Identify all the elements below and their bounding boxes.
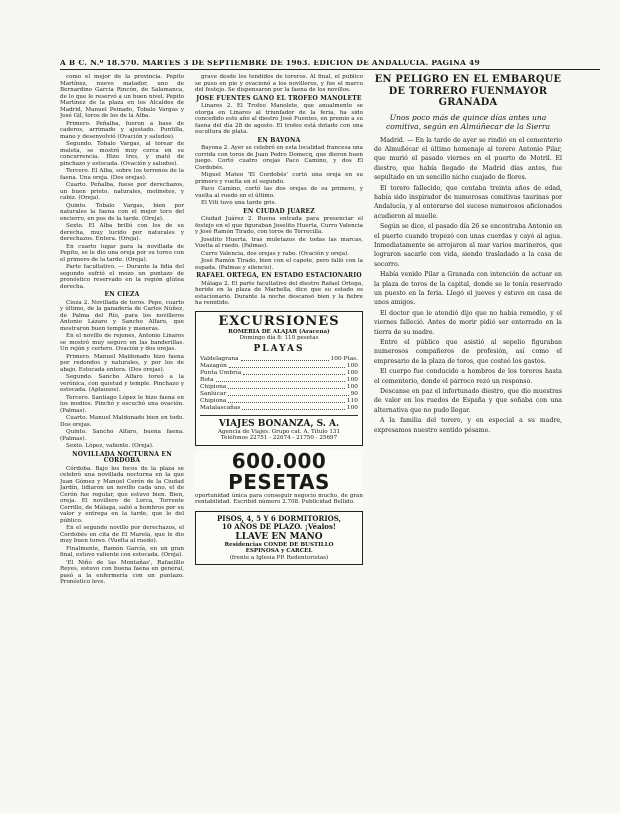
section-heading: EN BAYONA	[257, 136, 301, 144]
section-heading: EN CIEZA	[104, 291, 140, 298]
article-paragraph: Quinto. Sancho Alfaro, buena faena. (Palmas).	[60, 429, 184, 442]
column-left	[60, 74, 184, 809]
ad-line: ROMERIA DE ALAJAR (Aracena)	[228, 328, 330, 335]
article-paragraph: Linares 2. El Trofeo Manolete, que anualmente se otorga en Linares al triunfador de la feria, ha sido concedido este año al diestro José Fuentes, en premio a su faena del día 28 de agosto. El trofeo está dotado con una escultura de plata.	[195, 103, 363, 135]
place-price: 100	[346, 369, 358, 376]
price-row	[200, 405, 358, 412]
article-paragraph: Había venido Pilar a Granada con intención de actuar en la plaza de toros de la capital, donde se le tenía reservado un puesto en la feria. Llegó el jueves y estuvo en casa de unos amigos.	[374, 271, 562, 307]
place-name: Chipiona	[200, 397, 227, 404]
price-row	[200, 384, 358, 391]
column-right	[374, 74, 562, 809]
agency-address: Agencia de Viajes. Grupo cat. A. Título 131	[217, 428, 341, 435]
section-heading: NOVILLADA NOCTURNA EN CORDOBA	[72, 450, 172, 464]
article-paragraph: El Viti tuvo una tarde gris.	[201, 200, 277, 206]
article-paragraph: Sexto. López, valiente. (Oreja).	[66, 443, 154, 449]
article-paragraph: El torero fallecido, que contaba treinta años de edad, había sido inspirador de numerosas comitivas taurinas por Andalucía, y al enterarse del suceso numerosos aficionados acudieron al muelle.	[374, 184, 562, 220]
flats-ad	[195, 511, 363, 566]
agency-name: VIAJES BONANZA, S. A.	[218, 418, 340, 429]
ad-line: Domingo día 8: 110 pesetas	[239, 335, 319, 341]
section-heading: RAFAEL ORTEGA, EN ESTADO ESTACIONARIO	[196, 272, 362, 279]
ad-line: 10 AÑOS DE PLAZO. ¡Véalos!	[222, 522, 336, 531]
article-headline: EN PELIGRO EN EL EMBARQUE DE TORRERO FUENMAYOR GRANADA	[374, 74, 562, 108]
page-header: A B C. N.º 18.570. MARTES 3 DE SEPTIEMBRE DE 1963. EDICION DE ANDALUCIA. PAGINA 49	[60, 60, 600, 70]
article-paragraph: Málaga 2. El parte facultativo del diestro Rafael Ortega, herido en la plaza de Marbella, dice que su estado es estacionario. Durante la noche descansó bien y la fiebre ha remitido.	[195, 280, 363, 306]
pesetas-ad	[195, 450, 363, 507]
price-row	[200, 356, 358, 363]
ad-text: oportunidad única para conseguir negocio mucho, de gran rentabilidad. Escribid número 2.708. Publicidad Bellido.	[195, 492, 363, 505]
place-name: Rota	[200, 376, 214, 383]
place-name: Valdelagrana	[200, 355, 239, 362]
article-paragraph: Joselito Huerta, tras muletazos de todas las marcas, Vuelta al ruedo. (Palmas).	[195, 236, 363, 249]
place-price: 100 Ptas.	[330, 355, 358, 362]
ad-line: LLAVE EN MANO	[235, 531, 323, 542]
article-paragraph: Sexto. El Alba brilló con los de su derecha, muy lucido por naturales y derechazos. Entera. (Oreja).	[60, 223, 184, 242]
agency-phones: Teléfonos 22751 - 22674 - 21750 - 25697	[220, 435, 338, 441]
article-paragraph: Descanse en paz el infortunado diestro, que dio muestras de valor en los ruedos de España y que soñaba con una alternativa que no pudo llegar.	[374, 388, 562, 414]
article-paragraph: Bayona 2. Ayer se celebró en esta localidad francesa una corrida con toros de Juan Pedro Domecq, que dieron buen juego. Cortó cuatro orejas Paco Camino, y dos El Cordobés.	[195, 145, 363, 171]
ad-amount: 600.000 PESETAS	[228, 448, 330, 494]
article-paragraph: En el novillo de rejones, Antonio Linares se mostró muy seguro en las banderillas. Un rejón y certero. Ovación y dos orejas.	[60, 333, 184, 352]
article-paragraph: Cieza 2. Novillada de toros. Pepe, cuarto y último, de la ganadería de Carlos Núñez, de Palma del Río, para los novilleros Antonio Lázaro y Sancho Alfaro, que mostraron buen temple y maneras.	[60, 299, 184, 332]
article-paragraph: Segundo. Sancho Alfaro toreó a la verónica, con quietud y temple. Pinchazo y estocada. (Aplausos).	[60, 374, 184, 393]
place-name: Mazagón	[200, 362, 227, 369]
place-name: Sanlúcar	[200, 390, 227, 397]
article-paragraph: 'El Niño de las Montañas', Rafaelillo Reyes, estuvo con buena faena en general, pasó a la enfermería con un puntazo. Pronóstico leve.	[60, 559, 184, 585]
article-paragraph: José Ramón Tirado, bien con el capote, pero falló con la espada. (Palmas y silencio).	[195, 258, 363, 271]
place-name: Chipiona	[200, 383, 227, 390]
ad-line: Residencias CONDE DE BUSTILLO	[224, 541, 334, 548]
place-name: Punta Umbría	[200, 369, 242, 376]
article-paragraph: Según se dice, el pasado día 26 se encontraba Antonio en el puerto cuando tropezó con unas cuerdas y cayó al agua. Inmediatamente se arrojaron al mar varios marineros, que lograron sacarle con vida, siendo trasladado a la casa de socorro.	[374, 223, 562, 268]
article-paragraph: Parte facultativo. — Durante la lidia del segundo sufrió el mozo un puntazo de pronóstico reservado en la región glútea derecha.	[60, 264, 184, 290]
place-price: 90	[350, 390, 358, 397]
ad-line: ESPINOSA y CARCEL	[245, 548, 313, 554]
column-middle	[195, 74, 363, 809]
article-paragraph: Quinto. Tobalo Vargas, bien por naturales la faena con el mejor toro del encierro, en pos de la tarde. (Oreja).	[60, 202, 184, 222]
place-price: 100	[346, 404, 358, 411]
article-deck: Unos poco más de quince días antes una comitiva, según en Almúñecar de la Sierra	[385, 112, 551, 131]
article-paragraph: Ciudad Juárez 2. Buena entrada para presenciar el festejo en el que figuraban Joselito Huerta, Curro Valencia y José Ramón Tirado, con toros de Torrecilla.	[195, 216, 363, 235]
article-paragraph: Tercero. El Alba, sobre los terrenos de la faena. Una oreja. (Dos orejas).	[60, 168, 184, 181]
article-paragraph: Entre el público que asistió al sepelio figuraban numerosos compañeros de profesión, así como el empresario de la plaza de toros, que costeó los gastos.	[374, 339, 562, 365]
article-paragraph: Madrid. — En la tarde de ayer se rindió en el cementerio de Almuñécar el último homenaje al torero Antonio Pilar, que murió el pasado viernes en el puerto de Motril. El diestro, que había llegado de Madrid días antes, fue sepultado en un sencillo nicho cuajado de flores.	[374, 136, 562, 182]
ad-line: (frente a Iglesia PP. Redentoristas)	[229, 554, 329, 561]
price-row	[200, 363, 358, 370]
article-paragraph: Paco Camino, cortó las dos orejas de su primero, y vuelta al ruedo en el último.	[195, 186, 363, 199]
article-paragraph: Finalmente, Ramón García, en un gran final, estuvo valiente con estocada. (Oreja).	[60, 545, 184, 558]
excursions-ad	[195, 311, 363, 446]
article-paragraph: En el segundo novillo por derechazos, el Cordobés en cita de El Marela, que le dio muy buen toreo. (Vuelta al ruedo).	[60, 525, 184, 544]
ad-line: PISOS, 4, 5 Y 6 DORMITORIOS,	[217, 513, 341, 523]
article-paragraph: Cuarto. Manuel Maldonado bien en todo. Dos orejas.	[60, 415, 184, 428]
place-price: 100	[346, 376, 358, 383]
article-paragraph: Primero. Peñalba, fueron a base de caderos, arrimado y ajustado. Puntilla, mano y desenvolvió (Ovación y saludos).	[60, 120, 184, 140]
article-paragraph: Tercero. Santiago López le hizo faena en los medios. Pinchó y escuchó una ovación. (Palmas).	[60, 394, 184, 414]
article-paragraph: Segundo. Tobalo Vargas, al torear de muleta, se mostró muy cerca en su concurrencia. Hizo tres, y mató de pinchazo y estocada. (Ovación y saludos).	[60, 141, 184, 167]
place-price: 100	[346, 383, 358, 390]
price-row	[200, 377, 358, 384]
article-paragraph: Miguel Mateo 'El Cordobés' cortó una oreja en su primero y vuelta en el segundo.	[195, 172, 363, 185]
section-heading: EN CIUDAD JUAREZ	[243, 207, 315, 215]
section-heading: JOSE FUENTES GANO EL TROFEO MANOLETE	[196, 94, 362, 102]
article-paragraph: como el mejor de la provincia. Pepito Martínez, nuevo matador, uno de Bernardino Garcia Rincón, de Salamanca, de lo que le reservó a un buen nivel. Pepito Martínez de la plaza en los Alcaldes de Madrid, Manuel Peinado, Tobalo Vargas y José Gil, toros de los de la Alba.	[60, 74, 184, 119]
price-row	[200, 391, 358, 398]
article-paragraph: grave desde los tendidos de toreros. Al final, el público se puso en pie y ovacionó a los novilleros, y fue el marco del festejo. Se dispensaron por la faena de los novillos.	[195, 74, 363, 93]
article-paragraph: El doctor que le atendió dijo que no había remedio, y el viernes falleció. Antes de morir pidió ser enterrado en la tierra de su madre.	[374, 309, 562, 336]
article-paragraph: Córdoba. Bajo los focos de la plaza se celebró una novillada nocturna en la que Juan Gómez y Manuel Cerón de la Ciudad Jardín, lidiaron un novillo cada uno, el de Cerón fue regular, que estuvo bien. Bien, oreja. El novillero de Lorca, Torrente Cerrillo, de Málaga, salió a hombros por su valor y entrega en la tarde, que lo del público.	[60, 465, 184, 524]
price-row	[200, 398, 358, 405]
article-paragraph: El cuerpo fue conducido a hombros de los toreros hasta el cementerio, donde el párroco rezó un responso.	[374, 368, 562, 385]
article-paragraph: Cuarto. Peñalba, fuese por derechazos, un buen prieto, naturales, molinetes, y cabiz. (Oreja).	[60, 182, 184, 201]
article-paragraph: Curro Valencia, dos orejas y rabo. (Ovación y oreja).	[201, 250, 350, 257]
place-name: Matalascañas	[200, 404, 241, 411]
article-paragraph: A la familia del torero, y en especial a su madre, expresamos nuestro sentido pésame.	[374, 417, 562, 434]
article-paragraph: En cuarto lugar para la novillada de Pepito, se le dio una oreja por su toreo con el primero de la tarde. (Oreja).	[60, 243, 184, 263]
price-row	[200, 370, 358, 377]
ad-subtitle: PLAYAS	[253, 343, 305, 354]
place-price: 100	[346, 362, 358, 369]
article-paragraph: Primero. Manuel Maldonado hizo faena por redondos y naturales, y por los de abajo. Estocada entera. (Dos orejas).	[60, 353, 184, 373]
ad-title: EXCURSIONES	[218, 313, 340, 329]
place-price: 110	[346, 397, 358, 404]
